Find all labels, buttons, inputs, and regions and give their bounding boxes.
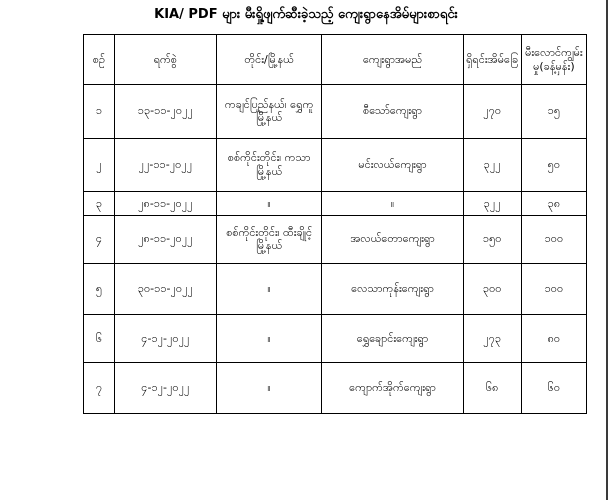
cell-village: ကျောက်အိုက်ကျေးရွာ — [322, 363, 463, 414]
cell-date: ၂၈-၁၁-၂၀၂၂ — [114, 192, 216, 215]
table-row — [84, 138, 587, 192]
cell-burned-houses: ၁၀၀ — [521, 264, 586, 315]
cell-region: ကချင်ပြည်နယ်၊ ရွှေကူမြို့နယ် — [216, 85, 322, 139]
cell-existing-houses: ၂၇၀ — [463, 85, 521, 139]
cell-existing-houses: ၁၅၀ — [463, 215, 521, 264]
header-village: ကျေးရွာအမည် — [322, 35, 463, 85]
table-row — [84, 215, 587, 264]
cell-region: ။ — [216, 363, 322, 414]
header-date: ရက်စွဲ — [114, 35, 216, 85]
cell-burned-houses: ၅၀ — [521, 138, 586, 192]
table-header-row — [84, 35, 587, 85]
cell-burned-houses: ၁၀၀ — [521, 215, 586, 264]
cell-date: ၁၃-၁၁-၂၀၂၂ — [114, 85, 216, 139]
cell-existing-houses: ၃၀၀ — [463, 264, 521, 315]
cell-date: ၄-၁၂-၂၀၂၂ — [114, 363, 216, 414]
cell-burned-houses: ၃၈ — [521, 192, 586, 215]
cell-date: ၂၈-၁၁-၂၀၂၂ — [114, 215, 216, 264]
table-row — [84, 363, 587, 414]
cell-no: ၁ — [84, 85, 115, 139]
cell-village: စီသော်ကျေးရွာ — [322, 85, 463, 139]
cell-burned-houses: ၆၀ — [521, 363, 586, 414]
burned-villages-table — [83, 34, 587, 414]
cell-region: စစ်ကိုင်းတိုင်း၊ ကသာမြို့နယ် — [216, 138, 322, 192]
cell-region: စစ်ကိုင်းတိုင်း၊ ထီးချိုင့်မြို့နယ် — [216, 215, 322, 264]
header-no: စဉ် — [84, 35, 115, 85]
cell-burned-houses: ၈၀ — [521, 314, 586, 363]
document-title: KIA/ PDF များ မီးရှို့ဖျက်ဆီးခဲ့သည့် ကျေးရွာနေအိမ်များစာရင်း — [154, 7, 458, 22]
cell-region: ။ — [216, 264, 322, 315]
cell-date: ၂၂-၁၁-၂၀၂၂ — [114, 138, 216, 192]
header-burned-houses: မီးလောင်ကျွမ်းမှု(ခန့်မှန်း) — [521, 35, 586, 85]
cell-existing-houses: ၆၈ — [463, 363, 521, 414]
header-region: တိုင်း/မြို့နယ် — [216, 35, 322, 85]
cell-village: မင်းလယ်ကျေးရွာ — [322, 138, 463, 192]
cell-village: ။ — [322, 192, 463, 215]
cell-village: အလယ်တောကျေးရွာ — [322, 215, 463, 264]
cell-no: ၃ — [84, 192, 115, 215]
cell-existing-houses: ၃၂၂ — [463, 192, 521, 215]
cell-region: ။ — [216, 314, 322, 363]
cell-region: ။ — [216, 192, 322, 215]
cell-no: ၆ — [84, 314, 115, 363]
cell-no: ၂ — [84, 138, 115, 192]
cell-village: လေသာကုန်းကျေးရွာ — [322, 264, 463, 315]
cell-date: ၃၀-၁၁-၂၀၂၂ — [114, 264, 216, 315]
table-row — [84, 192, 587, 215]
header-existing-houses: ရှိရင်းအိမ်ခြေ — [463, 35, 521, 85]
cell-burned-houses: ၁၅ — [521, 85, 586, 139]
cell-no: ၅ — [84, 264, 115, 315]
cell-existing-houses: ၃၂၂ — [463, 138, 521, 192]
cell-date: ၄-၁၂-၂၀၂၂ — [114, 314, 216, 363]
cell-village: ရွှေချောင်းကျေးရွာ — [322, 314, 463, 363]
cell-no: ၇ — [84, 363, 115, 414]
cell-existing-houses: ၂၇၃ — [463, 314, 521, 363]
table-row — [84, 85, 587, 139]
cell-no: ၄ — [84, 215, 115, 264]
table-row — [84, 314, 587, 363]
page-edge-divider — [606, 0, 608, 500]
table-row — [84, 264, 587, 315]
